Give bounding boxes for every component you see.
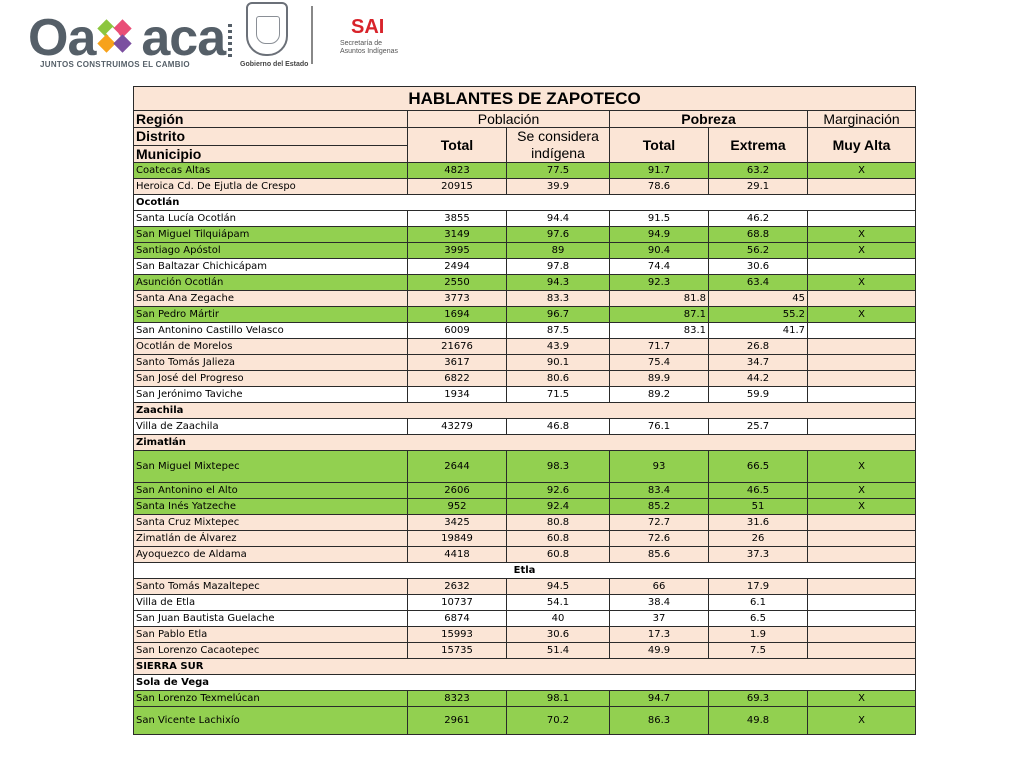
pobreza-extrema-cell: 6.1 [709, 595, 808, 611]
section-label: Zaachila [134, 403, 916, 419]
table-title: HABLANTES DE ZAPOTECO [134, 87, 916, 111]
pobreza-extrema-cell: 17.9 [709, 579, 808, 595]
logo-text-right: aca [141, 9, 226, 67]
header-region: Región [134, 111, 408, 128]
pobreza-extrema-cell: 37.3 [709, 547, 808, 563]
table-row [134, 611, 916, 627]
pobreza-total-cell: 71.7 [610, 339, 709, 355]
indigena-cell: 94.4 [507, 211, 610, 227]
table-body [134, 163, 916, 735]
total-cell: 2494 [408, 259, 507, 275]
table-row [134, 643, 916, 659]
pobreza-extrema-cell: 63.4 [709, 275, 808, 291]
pobreza-total-cell: 91.7 [610, 163, 709, 179]
total-cell: 20915 [408, 179, 507, 195]
table-row [134, 387, 916, 403]
municipio-cell: Santa Ana Zegache [134, 291, 408, 307]
pobreza-total-cell: 83.1 [610, 323, 709, 339]
marginacion-cell [808, 627, 916, 643]
pobreza-extrema-cell: 59.9 [709, 387, 808, 403]
pobreza-extrema-cell: 69.3 [709, 691, 808, 707]
marginacion-cell [808, 291, 916, 307]
marginacion-cell [808, 211, 916, 227]
indigena-cell: 97.8 [507, 259, 610, 275]
municipio-cell: San Baltazar Chichicápam [134, 259, 408, 275]
indigena-cell: 94.3 [507, 275, 610, 291]
table-row [134, 259, 916, 275]
indigena-cell: 96.7 [507, 307, 610, 323]
indigena-cell: 94.5 [507, 579, 610, 595]
municipio-cell: Santa Lucía Ocotlán [134, 211, 408, 227]
indigena-cell: 87.5 [507, 323, 610, 339]
total-cell: 6874 [408, 611, 507, 627]
marginacion-cell: X [808, 243, 916, 259]
indigena-cell: 80.8 [507, 515, 610, 531]
municipio-cell: San Miguel Tilquiápam [134, 227, 408, 243]
pobreza-total-cell: 37 [610, 611, 709, 627]
table-row [134, 339, 916, 355]
marginacion-cell: X [808, 707, 916, 735]
pobreza-extrema-cell: 29.1 [709, 179, 808, 195]
table-row [134, 595, 916, 611]
table-row [134, 627, 916, 643]
marginacion-cell: X [808, 227, 916, 243]
pobreza-total-cell: 78.6 [610, 179, 709, 195]
pobreza-total-cell: 90.4 [610, 243, 709, 259]
table-row [134, 499, 916, 515]
marginacion-cell [808, 355, 916, 371]
indigena-cell: 98.3 [507, 451, 610, 483]
total-cell: 19849 [408, 531, 507, 547]
table-row [134, 579, 916, 595]
section-label: Zimatlán [134, 435, 916, 451]
pobreza-total-cell: 17.3 [610, 627, 709, 643]
state-seal-icon [246, 2, 288, 56]
indigena-cell: 98.1 [507, 691, 610, 707]
section-label: SIERRA SUR [134, 659, 916, 675]
marginacion-cell: X [808, 275, 916, 291]
table-row [134, 371, 916, 387]
total-cell: 21676 [408, 339, 507, 355]
pobreza-total-cell: 66 [610, 579, 709, 595]
sai-subtitle-line-1: Secretaría de [340, 40, 383, 47]
municipio-cell: Asunción Ocotlán [134, 275, 408, 291]
pobreza-total-cell: 49.9 [610, 643, 709, 659]
municipio-cell: Villa de Zaachila [134, 419, 408, 435]
total-cell: 3149 [408, 227, 507, 243]
header-muy-alta: Muy Alta [808, 128, 916, 163]
section-row [134, 675, 916, 691]
total-cell: 2550 [408, 275, 507, 291]
logo-x-mark-icon [96, 17, 140, 55]
pobreza-total-cell: 93 [610, 451, 709, 483]
pobreza-total-cell: 72.7 [610, 515, 709, 531]
table-row [134, 691, 916, 707]
header-extrema: Extrema [709, 128, 808, 163]
table-row [134, 531, 916, 547]
section-row [134, 659, 916, 675]
indigena-cell: 39.9 [507, 179, 610, 195]
indigena-cell: 30.6 [507, 627, 610, 643]
indigena-cell: 80.6 [507, 371, 610, 387]
section-row [134, 403, 916, 419]
indigena-cell: 40 [507, 611, 610, 627]
marginacion-cell: X [808, 163, 916, 179]
pobreza-extrema-cell: 26 [709, 531, 808, 547]
pobreza-extrema-cell: 44.2 [709, 371, 808, 387]
total-cell: 952 [408, 499, 507, 515]
marginacion-cell: X [808, 451, 916, 483]
indigena-cell: 70.2 [507, 707, 610, 735]
municipio-cell: San Lorenzo Texmelúcan [134, 691, 408, 707]
pobreza-total-cell: 87.1 [610, 307, 709, 323]
indigena-cell: 43.9 [507, 339, 610, 355]
table-row [134, 515, 916, 531]
pobreza-extrema-cell: 46.2 [709, 211, 808, 227]
municipio-cell: Santo Tomás Mazaltepec [134, 579, 408, 595]
header-total-pobreza: Total [610, 128, 709, 163]
pobreza-total-cell: 75.4 [610, 355, 709, 371]
indigena-cell: 77.5 [507, 163, 610, 179]
indigena-cell: 92.6 [507, 483, 610, 499]
marginacion-cell: X [808, 691, 916, 707]
table-row [134, 211, 916, 227]
logo-text-left: Oa [28, 9, 96, 67]
pobreza-total-cell: 74.4 [610, 259, 709, 275]
total-cell: 10737 [408, 595, 507, 611]
table-row [134, 275, 916, 291]
pobreza-total-cell: 38.4 [610, 595, 709, 611]
page-header [0, 0, 1024, 80]
municipio-cell: San Lorenzo Cacaotepec [134, 643, 408, 659]
municipio-cell: San Antonino el Alto [134, 483, 408, 499]
section-label: Etla [134, 563, 916, 579]
municipio-cell: San Pedro Mártir [134, 307, 408, 323]
pobreza-total-cell: 83.4 [610, 483, 709, 499]
pobreza-extrema-cell: 55.2 [709, 307, 808, 323]
total-cell: 15993 [408, 627, 507, 643]
header-total: Total [408, 128, 507, 163]
section-row [134, 195, 916, 211]
indigena-cell: 46.8 [507, 419, 610, 435]
pobreza-extrema-cell: 41.7 [709, 323, 808, 339]
section-label: Sola de Vega [134, 675, 916, 691]
pobreza-extrema-cell: 49.8 [709, 707, 808, 735]
marginacion-cell [808, 259, 916, 275]
marginacion-cell [808, 339, 916, 355]
marginacion-cell [808, 387, 916, 403]
table-row [134, 323, 916, 339]
pobreza-total-cell: 91.5 [610, 211, 709, 227]
pobreza-total-cell: 94.9 [610, 227, 709, 243]
pobreza-extrema-cell: 66.5 [709, 451, 808, 483]
indigena-cell: 97.6 [507, 227, 610, 243]
pobreza-extrema-cell: 31.6 [709, 515, 808, 531]
total-cell: 2961 [408, 707, 507, 735]
table-row [134, 483, 916, 499]
pobreza-extrema-cell: 56.2 [709, 243, 808, 259]
zapoteco-speakers-table [133, 86, 916, 735]
pobreza-total-cell: 85.2 [610, 499, 709, 515]
section-row [134, 563, 916, 579]
pobreza-total-cell: 72.6 [610, 531, 709, 547]
total-cell: 15735 [408, 643, 507, 659]
header-distrito: Distrito [134, 128, 408, 146]
municipio-cell: Santiago Apóstol [134, 243, 408, 259]
municipio-cell: Heroica Cd. De Ejutla de Crespo [134, 179, 408, 195]
total-cell: 6009 [408, 323, 507, 339]
pobreza-total-cell: 92.3 [610, 275, 709, 291]
total-cell: 2606 [408, 483, 507, 499]
total-cell: 3617 [408, 355, 507, 371]
total-cell: 43279 [408, 419, 507, 435]
table-row [134, 243, 916, 259]
total-cell: 8323 [408, 691, 507, 707]
table-row [134, 547, 916, 563]
pobreza-extrema-cell: 51 [709, 499, 808, 515]
sai-subtitle [340, 40, 398, 56]
municipio-cell: San Juan Bautista Guelache [134, 611, 408, 627]
gov-label: Gobierno del Estado [240, 61, 309, 68]
pobreza-extrema-cell: 68.8 [709, 227, 808, 243]
total-cell: 3773 [408, 291, 507, 307]
pobreza-extrema-cell: 30.6 [709, 259, 808, 275]
pobreza-extrema-cell: 46.5 [709, 483, 808, 499]
total-cell: 3855 [408, 211, 507, 227]
pobreza-extrema-cell: 45 [709, 291, 808, 307]
pobreza-total-cell: 89.9 [610, 371, 709, 387]
pobreza-extrema-cell: 26.8 [709, 339, 808, 355]
total-cell: 1934 [408, 387, 507, 403]
header-indigena: Se considera indígena [507, 128, 610, 163]
header-divider [311, 6, 313, 64]
header-row-2 [134, 128, 916, 146]
total-cell: 4823 [408, 163, 507, 179]
table-row [134, 707, 916, 735]
indigena-cell: 89 [507, 243, 610, 259]
sai-logo: SAI [351, 16, 385, 38]
table-row [134, 227, 916, 243]
indigena-cell: 60.8 [507, 531, 610, 547]
total-cell: 4418 [408, 547, 507, 563]
total-cell: 3995 [408, 243, 507, 259]
marginacion-cell: X [808, 307, 916, 323]
header-marginacion: Marginación [808, 111, 916, 128]
table-row [134, 419, 916, 435]
total-cell: 1694 [408, 307, 507, 323]
pobreza-total-cell: 86.3 [610, 707, 709, 735]
municipio-cell: Villa de Etla [134, 595, 408, 611]
marginacion-cell: X [808, 483, 916, 499]
indigena-cell: 83.3 [507, 291, 610, 307]
marginacion-cell [808, 595, 916, 611]
marginacion-cell: X [808, 499, 916, 515]
table-row [134, 163, 916, 179]
municipio-cell: San José del Progreso [134, 371, 408, 387]
indigena-cell: 60.8 [507, 547, 610, 563]
municipio-cell: San Pablo Etla [134, 627, 408, 643]
pobreza-total-cell: 94.7 [610, 691, 709, 707]
marginacion-cell [808, 531, 916, 547]
indigena-cell: 54.1 [507, 595, 610, 611]
marginacion-cell [808, 371, 916, 387]
pobreza-extrema-cell: 1.9 [709, 627, 808, 643]
table-row [134, 179, 916, 195]
municipio-cell: Coatecas Altas [134, 163, 408, 179]
total-cell: 2644 [408, 451, 507, 483]
municipio-cell: San Jerónimo Taviche [134, 387, 408, 403]
sai-subtitle-line-2: Asuntos Indígenas [340, 48, 398, 55]
total-cell: 6822 [408, 371, 507, 387]
pobreza-total-cell: 81.8 [610, 291, 709, 307]
total-cell: 2632 [408, 579, 507, 595]
marginacion-cell [808, 547, 916, 563]
marginacion-cell [808, 643, 916, 659]
pobreza-extrema-cell: 6.5 [709, 611, 808, 627]
pobreza-extrema-cell: 63.2 [709, 163, 808, 179]
municipio-cell: Santa Cruz Mixtepec [134, 515, 408, 531]
marginacion-cell [808, 323, 916, 339]
pobreza-total-cell: 85.6 [610, 547, 709, 563]
indigena-cell: 71.5 [507, 387, 610, 403]
header-municipio: Municipio [134, 145, 408, 163]
header-row-1 [134, 111, 916, 128]
pobreza-extrema-cell: 34.7 [709, 355, 808, 371]
municipio-cell: San Antonino Castillo Velasco [134, 323, 408, 339]
marginacion-cell [808, 179, 916, 195]
table-row [134, 291, 916, 307]
municipio-cell: San Miguel Mixtepec [134, 451, 408, 483]
municipio-cell: Ocotlán de Morelos [134, 339, 408, 355]
municipio-cell: San Vicente Lachixío [134, 707, 408, 735]
municipio-cell: Santo Tomás Jalieza [134, 355, 408, 371]
dotted-divider [228, 24, 232, 58]
table-row [134, 307, 916, 323]
section-label: Ocotlán [134, 195, 916, 211]
municipio-cell: Ayoquezco de Aldama [134, 547, 408, 563]
table-title-row [134, 87, 916, 111]
indigena-cell: 51.4 [507, 643, 610, 659]
pobreza-extrema-cell: 25.7 [709, 419, 808, 435]
marginacion-cell [808, 611, 916, 627]
pobreza-extrema-cell: 7.5 [709, 643, 808, 659]
table-row [134, 451, 916, 483]
header-pobreza: Pobreza [610, 111, 808, 128]
pobreza-total-cell: 89.2 [610, 387, 709, 403]
marginacion-cell [808, 419, 916, 435]
table-row [134, 355, 916, 371]
indigena-cell: 92.4 [507, 499, 610, 515]
municipio-cell: Santa Inés Yatzeche [134, 499, 408, 515]
municipio-cell: Zimatlán de Álvarez [134, 531, 408, 547]
header-poblacion: Población [408, 111, 610, 128]
pobreza-total-cell: 76.1 [610, 419, 709, 435]
section-row [134, 435, 916, 451]
indigena-cell: 90.1 [507, 355, 610, 371]
marginacion-cell [808, 579, 916, 595]
marginacion-cell [808, 515, 916, 531]
total-cell: 3425 [408, 515, 507, 531]
logo-tagline: JUNTOS CONSTRUIMOS EL CAMBIO [40, 60, 190, 69]
